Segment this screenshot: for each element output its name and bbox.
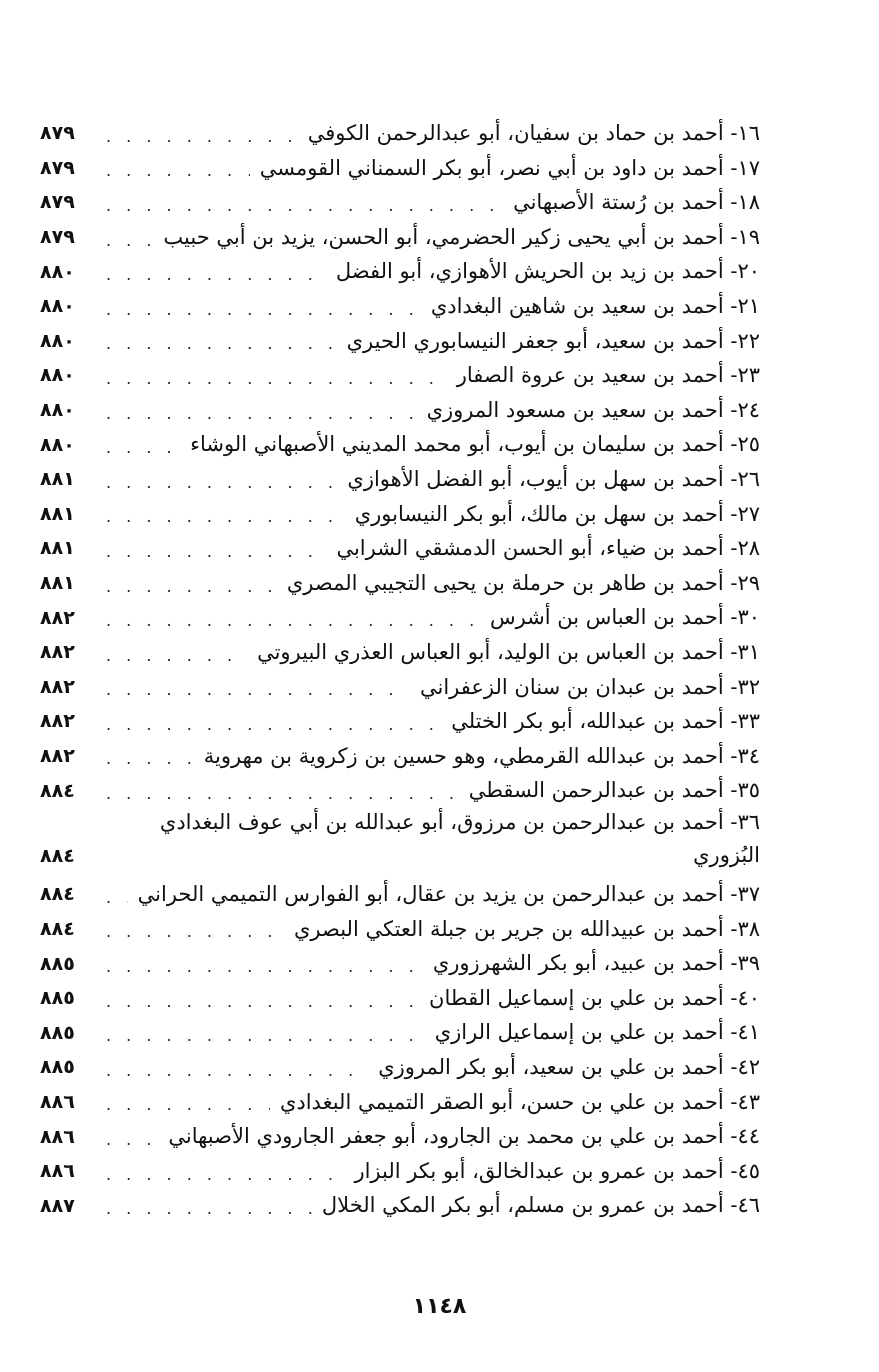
entry-page-number: ٨٨٠ <box>40 295 75 318</box>
entry-text: ٤٦- أحمد بن عمرو بن مسلم، أبو بكر المكي الخلال <box>321 1193 760 1218</box>
index-entry <box>40 635 760 670</box>
entry-page-number: ٨٨٤ <box>40 845 75 868</box>
entry-page-number: ٨٨٥ <box>40 1021 75 1044</box>
entry-page-number: ٨٨٠ <box>40 433 75 456</box>
entry-page-number: ٨٧٩ <box>40 122 75 145</box>
index-entry <box>40 1154 760 1189</box>
index-entry <box>40 151 760 186</box>
entry-text: ٣٥- أحمد بن عبدالرحمن السقطي <box>468 778 760 803</box>
dot-leader <box>106 1055 368 1080</box>
entry-page-number: ٨٨٤ <box>40 883 75 906</box>
entry-page-number: ٨٨٤ <box>40 917 75 940</box>
index-entry <box>40 566 760 601</box>
dot-leader <box>106 225 153 250</box>
entry-page-number: ٨٨٦ <box>40 1090 75 1113</box>
entry-page-number: ٨٨٢ <box>40 641 75 664</box>
dot-leader <box>106 778 459 803</box>
dot-leader <box>106 432 180 457</box>
index-entry <box>40 912 760 947</box>
index-entry <box>40 670 760 705</box>
entry-text: ٣٧- أحمد بن عبدالرحمن بن يزيد بن عقال، أبو الفوارس التميمي الحراني <box>137 882 760 907</box>
entry-page-number: ٨٧٩ <box>40 191 75 214</box>
entry-page-number: ٨٧٩ <box>40 156 75 179</box>
index-entry <box>40 427 760 462</box>
entry-text: ١٨- أحمد بن رُستة الأصبهاني <box>513 190 760 215</box>
index-entry <box>40 324 760 359</box>
dot-leader <box>106 121 298 146</box>
entry-text: ١٩- أحمد بن أبي يحيى زكير الحضرمي، أبو الحسن، يزيد بن أبي حبيب <box>163 224 760 249</box>
entry-text: ٣٠- أحمد بن العباس بن أشرس <box>489 605 760 630</box>
index-entry <box>40 185 760 220</box>
index-entry <box>40 877 760 912</box>
entry-text: ٢٢- أحمد بن سعيد، أبو جعفر النيسابوري الحيري <box>346 328 760 353</box>
dot-leader <box>106 986 419 1011</box>
index-entry <box>40 946 760 981</box>
entry-text: ٣٦- أحمد بن عبدالرحمن بن مرزوق، أبو عبدالله بن أبي عوف البغدادي البُزوري <box>159 809 760 868</box>
entry-text: ٤٠- أحمد بن علي بن إسماعيل القطان <box>429 985 760 1010</box>
dot-leader <box>106 190 503 215</box>
index-entry <box>40 220 760 255</box>
dot-leader <box>106 1020 425 1045</box>
index-entry <box>40 1188 760 1223</box>
index-entry <box>40 704 760 739</box>
index-entry <box>40 1015 760 1050</box>
dot-leader <box>106 1159 344 1184</box>
index-entry <box>40 497 760 532</box>
dot-leader <box>106 951 423 976</box>
index-entry <box>40 1119 760 1154</box>
dot-leader <box>106 1124 158 1149</box>
entry-text: ٢٩- أحمد بن طاهر بن حرملة بن يحيى التجيبي المصري <box>286 570 760 595</box>
dot-leader <box>106 398 417 423</box>
dot-leader <box>106 1089 270 1114</box>
entry-text: ٢٠- أحمد بن زيد بن الحريش الأهوازي، أبو الفضل <box>335 259 760 284</box>
dot-leader <box>106 640 247 665</box>
page-number-footer: ١١٤٨ <box>412 1294 467 1319</box>
dot-leader <box>106 882 128 907</box>
index-entry <box>40 358 760 393</box>
entry-text: ٣٢- أحمد بن عبدان بن سنان الزعفراني <box>420 674 760 699</box>
dot-leader <box>106 536 326 561</box>
entry-page-number: ٨٨٢ <box>40 606 75 629</box>
dot-leader <box>106 501 345 526</box>
entry-text: ٣٤- أحمد بن عبدالله القرمطي، وهو حسين بن زكروية بن مهروية <box>203 743 760 768</box>
entry-text: ٢١- أحمد بن سعيد بن شاهين البغدادي <box>430 293 760 318</box>
dot-leader <box>106 259 326 284</box>
dot-leader <box>106 1193 312 1218</box>
index-list <box>40 116 760 1223</box>
index-entry <box>40 773 760 808</box>
entry-page-number: ٨٨٢ <box>40 710 75 733</box>
dot-leader <box>106 294 421 319</box>
index-entry <box>40 462 760 497</box>
dot-leader <box>106 363 447 388</box>
entry-text: ١٧- أحمد بن داود بن أبي نصر، أبو بكر السمناني القومسي <box>259 155 760 180</box>
index-entry <box>40 116 760 151</box>
entry-text: ٤٥- أحمد بن عمرو بن عبدالخالق، أبو بكر البزار <box>354 1158 760 1183</box>
index-entry <box>40 600 760 635</box>
dot-leader <box>106 709 441 734</box>
entry-text: ٢٣- أحمد بن سعيد بن عروة الصفار <box>456 363 760 388</box>
dot-leader <box>106 916 284 941</box>
entry-text: ٢٨- أحمد بن ضياء، أبو الحسن الدمشقي الشرابي <box>336 536 760 561</box>
entry-text: ٤٣- أحمد بن علي بن حسن، أبو الصقر التميمي البغدادي <box>279 1089 760 1114</box>
dot-leader <box>106 743 194 768</box>
dot-leader <box>106 155 250 180</box>
index-entry <box>40 531 760 566</box>
entry-page-number: ٨٨٤ <box>40 779 75 802</box>
entry-text: ٣١- أحمد بن العباس بن الوليد، أبو العباس العذري البيروتي <box>257 639 760 664</box>
index-entry <box>40 808 760 877</box>
entry-page-number: ٨٨٠ <box>40 329 75 352</box>
entry-page-number: ٨٧٩ <box>40 226 75 249</box>
index-entry <box>40 739 760 774</box>
entry-text: ٢٦- أحمد بن سهل بن أيوب، أبو الفضل الأهوازي <box>347 466 760 491</box>
index-entry <box>40 289 760 324</box>
entry-page-number: ٨٨١ <box>40 468 75 491</box>
entry-text: ٣٣- أحمد بن عبدالله، أبو بكر الختلي <box>451 709 760 734</box>
entry-page-number: ٨٨٥ <box>40 952 75 975</box>
entry-page-number: ٨٨٦ <box>40 1160 75 1183</box>
entry-text: ٤٤- أحمد بن علي بن محمد بن الجارود، أبو جعفر الجارودي الأصبهاني <box>168 1124 760 1149</box>
index-entry <box>40 1050 760 1085</box>
entry-text: ٢٥- أحمد بن سليمان بن أيوب، أبو محمد المديني الأصبهاني الوشاء <box>190 432 760 457</box>
dot-leader <box>106 328 337 353</box>
index-entry <box>40 254 760 289</box>
entry-page-number: ٨٨١ <box>40 537 75 560</box>
entry-text: ١٦- أحمد بن حماد بن سفيان، أبو عبدالرحمن الكوفي <box>307 121 760 146</box>
entry-page-number: ٨٨١ <box>40 572 75 595</box>
dot-leader <box>106 674 410 699</box>
entry-text: ٢٧- أحمد بن سهل بن مالك، أبو بكر النيسابوري <box>354 501 760 526</box>
entry-page-number: ٨٨٠ <box>40 399 75 422</box>
entry-page-number: ٨٨٥ <box>40 1056 75 1079</box>
entry-text: ٤١- أحمد بن علي بن إسماعيل الرازي <box>434 1020 760 1045</box>
index-entry <box>40 1085 760 1120</box>
dot-leader <box>106 571 277 596</box>
index-entry <box>40 393 760 428</box>
entry-page-number: ٨٨٥ <box>40 987 75 1010</box>
entry-page-number: ٨٨٧ <box>40 1194 75 1217</box>
entry-text: ٤٢- أحمد بن علي بن سعيد، أبو بكر المروزي <box>378 1055 760 1080</box>
entry-text: ٣٨- أحمد بن عبيدالله بن جرير بن جبلة العتكي البصري <box>293 916 760 941</box>
index-entry <box>40 981 760 1016</box>
entry-text: ٢٤- أحمد بن سعيد بن مسعود المروزي <box>426 397 760 422</box>
entry-page-number: ٨٨١ <box>40 502 75 525</box>
entry-page-number: ٨٨٠ <box>40 260 75 283</box>
entry-page-number: ٨٨٢ <box>40 744 75 767</box>
dot-leader <box>106 467 337 492</box>
entry-page-number: ٨٨٦ <box>40 1125 75 1148</box>
entry-page-number: ٨٨٢ <box>40 675 75 698</box>
entry-text: ٣٩- أحمد بن عبيد، أبو بكر الشهرزوري <box>432 951 760 976</box>
dot-leader <box>106 605 480 630</box>
entry-page-number: ٨٨٠ <box>40 364 75 387</box>
